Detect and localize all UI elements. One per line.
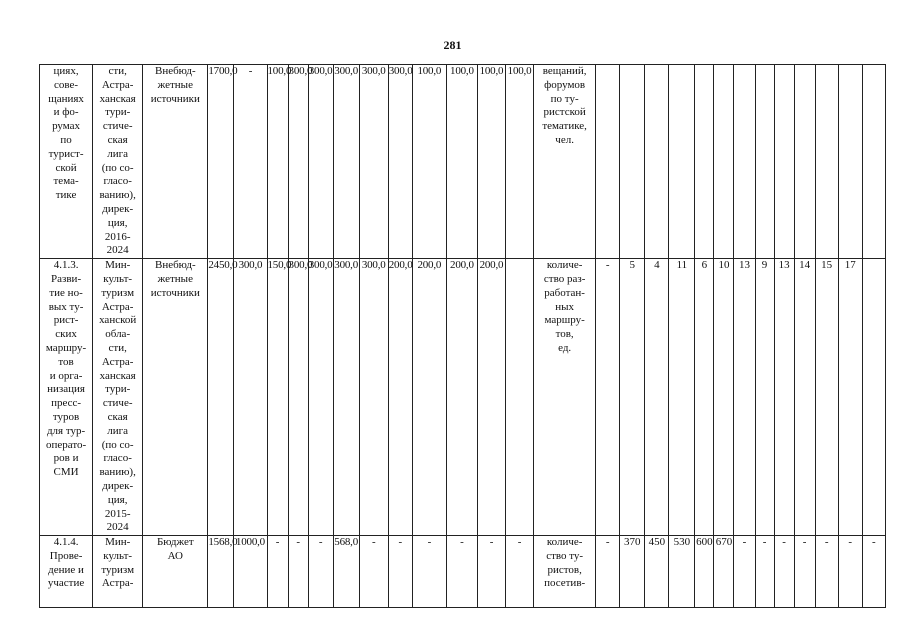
- target-value-cell: [596, 65, 620, 259]
- responsible-cell-line: ская: [107, 133, 128, 146]
- funding-value-cell: 300,0: [359, 259, 388, 536]
- target-value-cell: 11: [669, 259, 695, 536]
- activity-name-cell-line: туров: [52, 410, 80, 423]
- target-value-cell: 15: [815, 259, 838, 536]
- activity-name-cell-line: операто-: [45, 438, 87, 451]
- responsible-cell-line: тури-: [105, 106, 131, 119]
- funding-value-cell: 150,0: [267, 259, 288, 536]
- funding-value-cell: 100,0: [446, 65, 477, 259]
- responsible-cell-line: дирек-: [102, 202, 134, 215]
- indicator-cell: [534, 536, 596, 608]
- activity-name-cell-line: Разви-: [51, 272, 82, 285]
- target-value-cell: [794, 65, 815, 259]
- activity-name-cell-line: турист-: [48, 147, 84, 160]
- funding-value-cell: 1000,0: [234, 536, 267, 608]
- activity-name-cell-line: и орга-: [49, 369, 83, 382]
- funding-value-cell: 300,0: [388, 65, 412, 259]
- responsible-cell-line: Астра-: [101, 355, 134, 368]
- funding-source-cell-line: источники: [150, 286, 200, 299]
- activity-name-cell-line: Прове-: [49, 549, 83, 562]
- responsible-cell-line: сти,: [108, 65, 127, 77]
- target-value-cell: 370: [620, 536, 645, 608]
- funding-value-cell: 1700,0: [208, 65, 234, 259]
- target-value-cell: [755, 65, 774, 259]
- target-value-cell: [669, 65, 695, 259]
- target-value-cell: [714, 65, 734, 259]
- activity-name-cell-line: СМИ: [53, 466, 79, 479]
- activity-name-cell-line: ской: [55, 161, 77, 174]
- responsible-cell-line: ская: [107, 410, 128, 423]
- funding-source-cell-line: источники: [150, 92, 200, 105]
- activity-name-cell-line: пресс-: [51, 397, 82, 410]
- funding-source-cell: [143, 259, 208, 536]
- target-value-cell: 530: [669, 536, 695, 608]
- funding-value-cell: 300,0: [333, 65, 359, 259]
- target-value-cell: -: [734, 536, 755, 608]
- funding-source-cell-line: жетные: [157, 78, 193, 91]
- responsible-cell-line: обла-: [105, 328, 131, 341]
- responsible-cell-line: стиче-: [102, 120, 133, 133]
- indicator-cell-line: количе-: [546, 536, 583, 549]
- responsible-cell-line: ция,: [107, 493, 128, 506]
- responsible-cell-line: стиче-: [102, 397, 133, 410]
- responsible-cell-line: ванию),: [99, 189, 136, 202]
- target-value-cell: [838, 65, 862, 259]
- target-value-cell: -: [862, 536, 885, 608]
- indicator-cell-line: ных: [555, 300, 575, 313]
- funding-value-cell: [506, 259, 534, 536]
- responsible-cell-line: сти,: [108, 341, 127, 354]
- activity-name-cell-line: ских: [55, 328, 77, 341]
- responsible-cell-line: гласо-: [103, 452, 132, 465]
- activity-name-cell-line: тов: [58, 355, 74, 368]
- target-value-cell: -: [838, 536, 862, 608]
- target-value-cell: [695, 65, 714, 259]
- target-value-cell: [620, 65, 645, 259]
- target-value-cell: 6: [695, 259, 714, 536]
- responsible-cell-line: 2016-: [104, 230, 131, 243]
- funding-value-cell: -: [388, 536, 412, 608]
- responsible-cell-line: ханской: [99, 314, 137, 327]
- responsible-cell: [93, 536, 143, 608]
- responsible-cell-line: (по со-: [101, 438, 134, 451]
- responsible-cell-line: лига: [107, 424, 129, 437]
- indicator-cell-line: маршру-: [544, 314, 585, 327]
- indicator-cell-line: тематике,: [542, 120, 587, 133]
- responsible-cell-line: гласо-: [103, 175, 132, 188]
- indicator-cell-line: по ту-: [550, 92, 579, 105]
- funding-value-cell: 100,0: [477, 65, 505, 259]
- responsible-cell-line: туризм: [101, 286, 135, 299]
- target-value-cell: 670: [714, 536, 734, 608]
- target-value-cell: -: [815, 536, 838, 608]
- funding-value-cell: 1568,0: [208, 536, 234, 608]
- responsible-cell-line: культ-: [103, 549, 133, 562]
- target-value-cell: [774, 65, 794, 259]
- page-number: 281: [443, 38, 462, 52]
- target-value-cell: -: [596, 259, 620, 536]
- target-value-cell: [862, 259, 885, 536]
- target-value-cell: [862, 65, 885, 259]
- responsible-cell-line: Мин-: [105, 259, 131, 272]
- responsible-cell-line: туризм: [101, 563, 135, 576]
- funding-value-cell: 200,0: [446, 259, 477, 536]
- responsible-cell: [93, 259, 143, 536]
- activity-name-cell-line: ров и: [53, 452, 79, 465]
- table-row: [40, 536, 886, 608]
- activity-name-cell-line: циях,: [53, 65, 79, 77]
- funding-source-cell-line: Внебюд-: [154, 259, 196, 272]
- funding-value-cell: 300,0: [333, 259, 359, 536]
- activity-name-cell-line: для тур-: [46, 424, 86, 437]
- target-value-cell: 14: [794, 259, 815, 536]
- funding-value-cell: 300,0: [288, 259, 308, 536]
- responsible-cell-line: ванию),: [99, 466, 136, 479]
- target-value-cell: [734, 65, 755, 259]
- funding-value-cell: -: [446, 536, 477, 608]
- responsible-cell-line: ханская: [99, 92, 136, 105]
- funding-source-cell-line: Внебюд-: [154, 65, 196, 77]
- funding-source-cell-line: АО: [167, 549, 183, 562]
- funding-value-cell: 100,0: [267, 65, 288, 259]
- activity-name-cell-line: дение и: [48, 563, 84, 576]
- activity-name-cell-line: по: [60, 133, 72, 146]
- indicator-cell-line: ристов,: [547, 563, 582, 576]
- funding-value-cell: 300,0: [308, 65, 333, 259]
- activity-name-cell-line: 4.1.4.: [53, 536, 79, 549]
- activity-name-cell-line: тике: [55, 189, 77, 202]
- responsible-cell-line: лига: [107, 147, 129, 160]
- funding-value-cell: -: [477, 536, 505, 608]
- indicator-cell: [534, 259, 596, 536]
- funding-value-cell: 100,0: [506, 65, 534, 259]
- target-value-cell: 600: [695, 536, 714, 608]
- funding-value-cell: -: [359, 536, 388, 608]
- activity-name-cell-line: румах: [52, 120, 81, 133]
- indicator-cell-line: посетив-: [544, 577, 586, 590]
- target-value-cell: 13: [774, 259, 794, 536]
- activity-name-cell-line: тема-: [53, 175, 79, 188]
- target-value-cell: -: [596, 536, 620, 608]
- indicator-cell-line: чел.: [555, 133, 574, 146]
- responsible-cell-line: 2015-: [104, 507, 131, 520]
- indicator-cell-line: ство ту-: [546, 549, 584, 562]
- activity-name-cell-line: тие но-: [49, 286, 83, 299]
- indicator-cell-line: тов,: [555, 328, 574, 341]
- target-value-cell: 5: [620, 259, 645, 536]
- funding-value-cell: -: [506, 536, 534, 608]
- responsible-cell-line: культ-: [103, 272, 133, 285]
- funding-source-cell: [143, 65, 208, 259]
- target-value-cell: [645, 65, 669, 259]
- funding-value-cell: 300,0: [308, 259, 333, 536]
- activity-name-cell-line: участие: [47, 577, 85, 590]
- target-value-cell: 4: [645, 259, 669, 536]
- responsible-cell-line: дирек-: [102, 479, 134, 492]
- responsible-cell-line: ханская: [99, 369, 136, 382]
- activity-name-cell-line: вых ту-: [48, 300, 84, 313]
- responsible-cell-line: 2024: [106, 521, 129, 534]
- funding-source-cell-line: Бюджет: [156, 536, 194, 549]
- activity-name-cell: [40, 259, 93, 536]
- responsible-cell: [93, 65, 143, 259]
- activity-name-cell-line: и фо-: [53, 106, 79, 119]
- table-row: [40, 259, 886, 536]
- responsible-cell-line: 2024: [106, 244, 129, 257]
- indicator-cell-line: ед.: [558, 341, 572, 354]
- responsible-cell-line: Астра-: [101, 78, 134, 91]
- activity-name-cell-line: маршру-: [45, 341, 87, 354]
- funding-value-cell: 2450,0: [208, 259, 234, 536]
- funding-value-cell: -: [308, 536, 333, 608]
- responsible-cell-line: Астра-: [101, 300, 134, 313]
- target-value-cell: 13: [734, 259, 755, 536]
- funding-value-cell: 568,0: [333, 536, 359, 608]
- funding-value-cell: -: [288, 536, 308, 608]
- target-value-cell: -: [774, 536, 794, 608]
- funding-value-cell: -: [234, 65, 267, 259]
- program-table: [39, 64, 886, 608]
- responsible-cell-line: тури-: [105, 383, 131, 396]
- indicator-cell-line: ристской: [543, 106, 586, 119]
- indicator-cell-line: работан-: [544, 286, 585, 299]
- funding-source-cell-line: жетные: [157, 272, 193, 285]
- target-value-cell: 10: [714, 259, 734, 536]
- funding-value-cell: -: [267, 536, 288, 608]
- indicator-cell-line: ство раз-: [543, 272, 586, 285]
- activity-name-cell-line: рист-: [53, 314, 79, 327]
- indicator-cell-line: количе-: [546, 259, 583, 272]
- activity-name-cell-line: щаниях: [48, 92, 84, 105]
- indicator-cell-line: форумов: [544, 78, 586, 91]
- target-value-cell: -: [794, 536, 815, 608]
- funding-value-cell: 200,0: [388, 259, 412, 536]
- indicator-cell-line: вещаний,: [542, 65, 587, 77]
- activity-name-cell-line: сове-: [54, 78, 79, 91]
- responsible-cell-line: (по со-: [101, 161, 134, 174]
- funding-value-cell: 200,0: [412, 259, 446, 536]
- table-row: [40, 65, 886, 259]
- activity-name-cell-line: низация: [47, 383, 85, 396]
- funding-value-cell: 100,0: [412, 65, 446, 259]
- responsible-cell-line: Мин-: [105, 536, 131, 549]
- target-value-cell: -: [755, 536, 774, 608]
- funding-value-cell: 300,0: [359, 65, 388, 259]
- activity-name-cell: [40, 65, 93, 259]
- target-value-cell: [815, 65, 838, 259]
- target-value-cell: 450: [645, 536, 669, 608]
- indicator-cell: [534, 65, 596, 259]
- funding-value-cell: 200,0: [477, 259, 505, 536]
- funding-value-cell: 300,0: [234, 259, 267, 536]
- funding-value-cell: -: [412, 536, 446, 608]
- target-value-cell: 17: [838, 259, 862, 536]
- responsible-cell-line: ция,: [107, 216, 128, 229]
- activity-name-cell: [40, 536, 93, 608]
- responsible-cell-line: Астра-: [101, 577, 134, 590]
- target-value-cell: 9: [755, 259, 774, 536]
- activity-name-cell-line: 4.1.3.: [53, 259, 79, 272]
- funding-value-cell: 300,0: [288, 65, 308, 259]
- funding-source-cell: [143, 536, 208, 608]
